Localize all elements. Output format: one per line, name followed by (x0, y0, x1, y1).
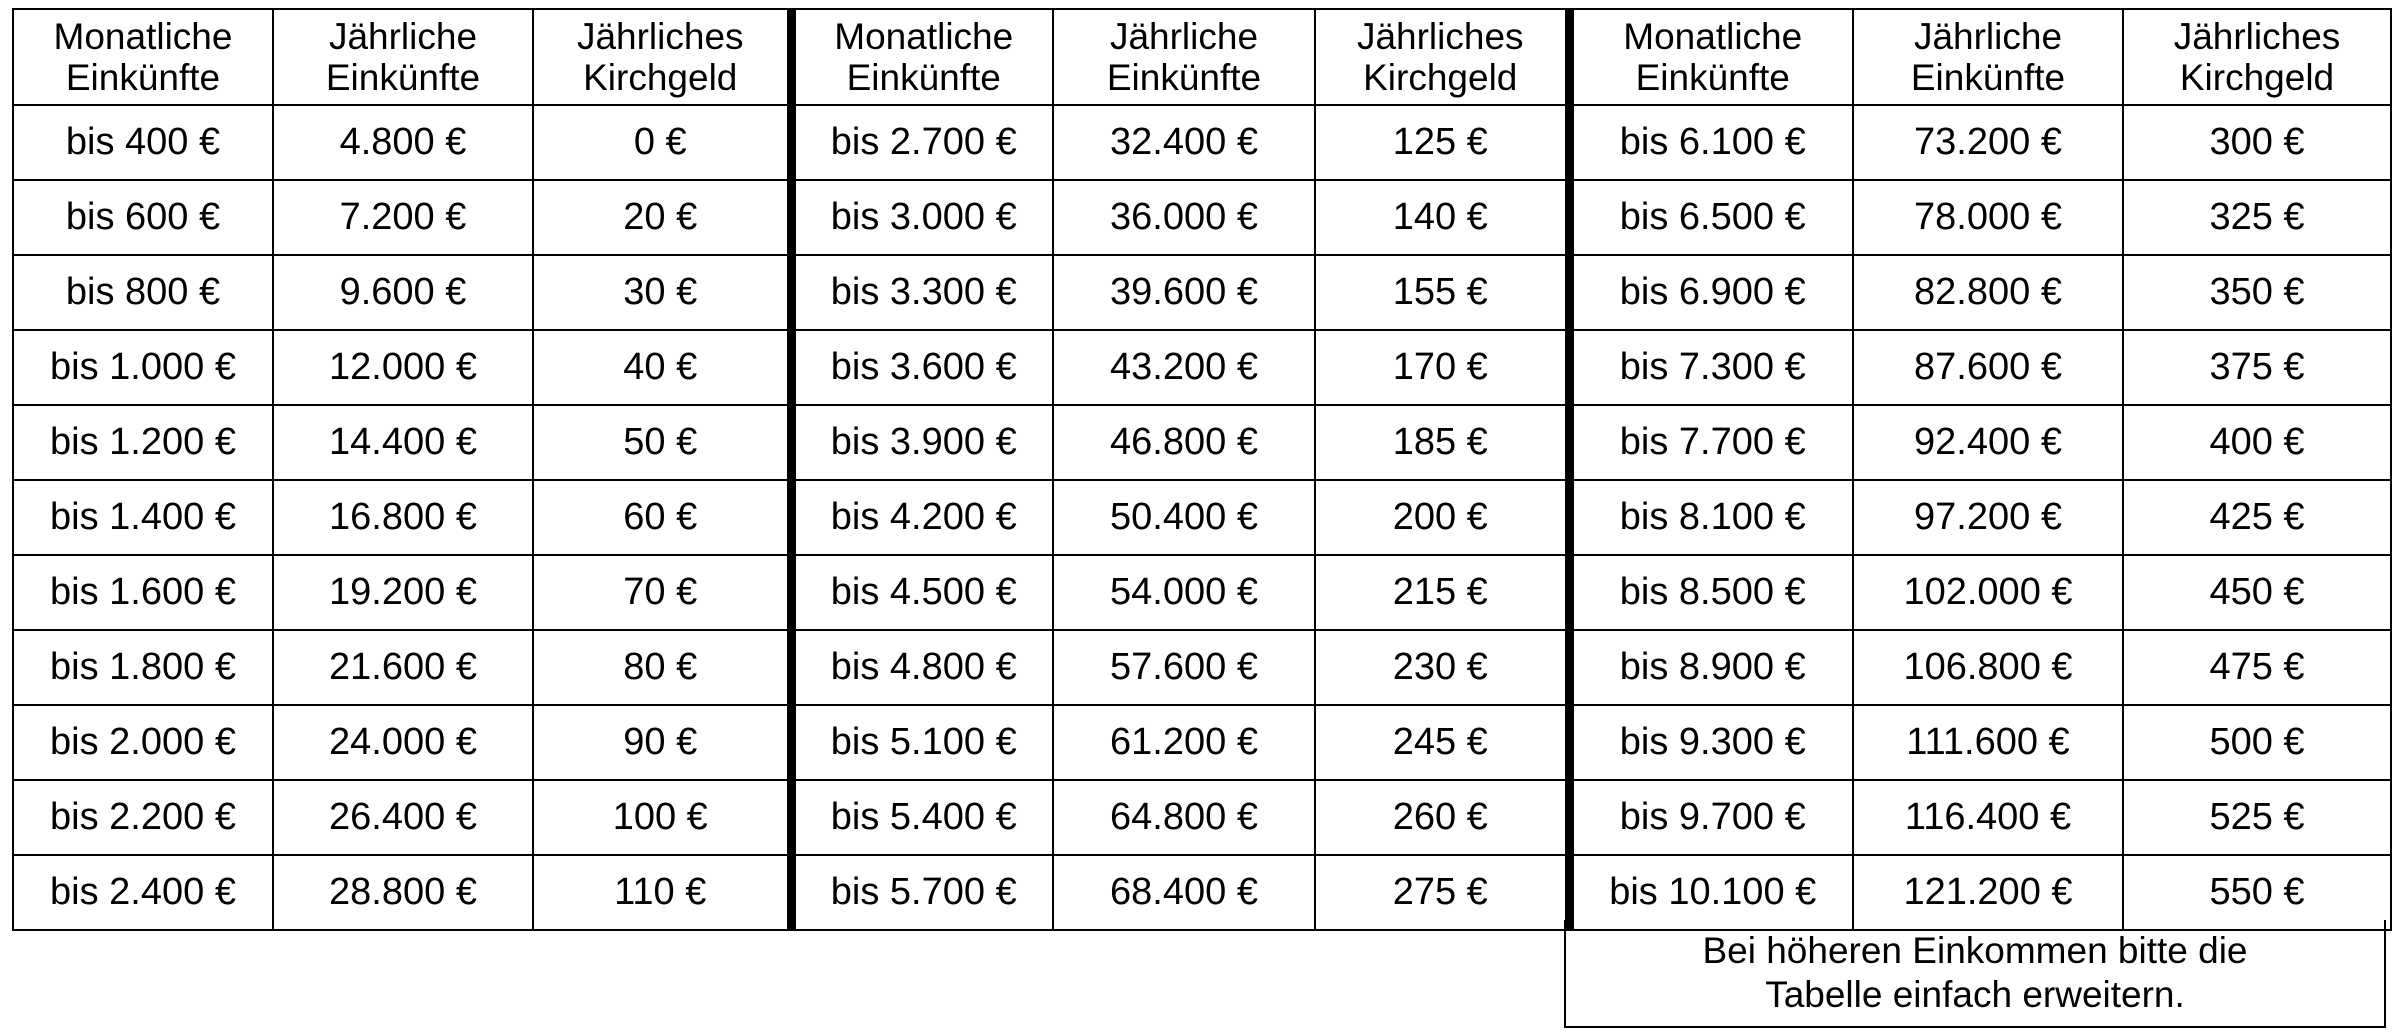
cell-annual-income: 102.000 € (1853, 555, 2123, 630)
cell-annual-kirchgeld: 500 € (2123, 705, 2391, 780)
cell-annual-kirchgeld: 0 € (533, 105, 791, 180)
header-line: Jährliches (576, 15, 744, 57)
cell-monthly-income: bis 3.300 € (791, 255, 1053, 330)
cell-annual-kirchgeld: 215 € (1315, 555, 1569, 630)
header-line: Kirchgeld (2179, 57, 2335, 98)
header-line: Jährliche (328, 15, 478, 57)
cell-monthly-income: bis 7.700 € (1569, 405, 1853, 480)
cell-annual-income: 50.400 € (1053, 480, 1315, 555)
table-row (13, 780, 2391, 855)
cell-annual-kirchgeld: 140 € (1315, 180, 1569, 255)
cell-monthly-income: bis 5.400 € (791, 780, 1053, 855)
cell-annual-income: 61.200 € (1053, 705, 1315, 780)
cell-annual-kirchgeld: 400 € (2123, 405, 2391, 480)
header-line: Einkünfte (325, 57, 481, 98)
cell-annual-kirchgeld: 350 € (2123, 255, 2391, 330)
table-row (13, 555, 2391, 630)
cell-annual-income: 28.800 € (273, 855, 533, 930)
cell-monthly-income: bis 2.000 € (13, 705, 273, 780)
table-row (13, 330, 2391, 405)
cell-monthly-income: bis 400 € (13, 105, 273, 180)
cell-annual-kirchgeld: 375 € (2123, 330, 2391, 405)
cell-annual-income: 32.400 € (1053, 105, 1315, 180)
header-line: Monatliche (53, 15, 233, 57)
cell-monthly-income: bis 2.700 € (791, 105, 1053, 180)
cell-monthly-income: bis 4.800 € (791, 630, 1053, 705)
cell-monthly-income: bis 1.800 € (13, 630, 273, 705)
header-line: Einkünfte (1910, 57, 2066, 98)
cell-monthly-income: bis 1.600 € (13, 555, 273, 630)
cell-monthly-income: bis 2.400 € (13, 855, 273, 930)
header-annual-kirchgeld-2 (1315, 9, 1569, 105)
cell-annual-income: 97.200 € (1853, 480, 2123, 555)
cell-annual-kirchgeld: 50 € (533, 405, 791, 480)
footnote-line-1: Bei höheren Einkommen bitte die (1702, 929, 2248, 971)
header-row (13, 9, 2391, 105)
cell-annual-kirchgeld: 275 € (1315, 855, 1569, 930)
header-monthly-income-3 (1569, 9, 1853, 105)
cell-annual-income: 46.800 € (1053, 405, 1315, 480)
cell-monthly-income: bis 10.100 € (1569, 855, 1853, 930)
header-line: Jährliche (1913, 15, 2063, 57)
cell-annual-income: 36.000 € (1053, 180, 1315, 255)
header-line: Einkünfte (1106, 57, 1262, 98)
cell-annual-kirchgeld: 155 € (1315, 255, 1569, 330)
cell-annual-income: 92.400 € (1853, 405, 2123, 480)
cell-monthly-income: bis 3.900 € (791, 405, 1053, 480)
cell-monthly-income: bis 1.400 € (13, 480, 273, 555)
header-line: Jährliches (1356, 15, 1524, 57)
cell-annual-income: 57.600 € (1053, 630, 1315, 705)
cell-annual-income: 68.400 € (1053, 855, 1315, 930)
cell-annual-income: 14.400 € (273, 405, 533, 480)
header-annual-kirchgeld-1 (533, 9, 791, 105)
header-annual-kirchgeld-3 (2123, 9, 2391, 105)
cell-annual-kirchgeld: 80 € (533, 630, 791, 705)
footnote-box (1564, 920, 2386, 1028)
cell-monthly-income: bis 3.000 € (791, 180, 1053, 255)
table-row (13, 480, 2391, 555)
cell-annual-kirchgeld: 245 € (1315, 705, 1569, 780)
cell-annual-kirchgeld: 20 € (533, 180, 791, 255)
cell-annual-kirchgeld: 90 € (533, 705, 791, 780)
cell-annual-kirchgeld: 60 € (533, 480, 791, 555)
cell-annual-kirchgeld: 475 € (2123, 630, 2391, 705)
cell-monthly-income: bis 9.700 € (1569, 780, 1853, 855)
cell-annual-kirchgeld: 300 € (2123, 105, 2391, 180)
cell-annual-income: 16.800 € (273, 480, 533, 555)
cell-annual-income: 19.200 € (273, 555, 533, 630)
table-row (13, 630, 2391, 705)
cell-annual-kirchgeld: 40 € (533, 330, 791, 405)
cell-annual-income: 26.400 € (273, 780, 533, 855)
cell-annual-kirchgeld: 170 € (1315, 330, 1569, 405)
header-monthly-income-2 (791, 9, 1053, 105)
cell-monthly-income: bis 8.100 € (1569, 480, 1853, 555)
footnote-line-2: Tabelle einfach erweitern. (1765, 974, 2185, 1015)
header-annual-income-2 (1053, 9, 1315, 105)
cell-monthly-income: bis 2.200 € (13, 780, 273, 855)
table-row (13, 180, 2391, 255)
cell-annual-kirchgeld: 325 € (2123, 180, 2391, 255)
header-line: Kirchgeld (1363, 57, 1518, 98)
cell-annual-income: 121.200 € (1853, 855, 2123, 930)
header-annual-income-3 (1853, 9, 2123, 105)
cell-monthly-income: bis 3.600 € (791, 330, 1053, 405)
cell-monthly-income: bis 1.000 € (13, 330, 273, 405)
cell-annual-income: 21.600 € (273, 630, 533, 705)
cell-annual-kirchgeld: 110 € (533, 855, 791, 930)
cell-annual-income: 78.000 € (1853, 180, 2123, 255)
cell-monthly-income: bis 7.300 € (1569, 330, 1853, 405)
header-line: Monatliche (834, 15, 1014, 57)
cell-monthly-income: bis 800 € (13, 255, 273, 330)
cell-monthly-income: bis 8.500 € (1569, 555, 1853, 630)
cell-monthly-income: bis 5.700 € (791, 855, 1053, 930)
header-line: Kirchgeld (583, 57, 738, 98)
cell-annual-income: 116.400 € (1853, 780, 2123, 855)
cell-monthly-income: bis 9.300 € (1569, 705, 1853, 780)
cell-annual-income: 111.600 € (1853, 705, 2123, 780)
cell-annual-kirchgeld: 70 € (533, 555, 791, 630)
cell-annual-income: 24.000 € (273, 705, 533, 780)
cell-monthly-income: bis 4.200 € (791, 480, 1053, 555)
cell-annual-kirchgeld: 30 € (533, 255, 791, 330)
header-line: Jährliche (1109, 15, 1259, 57)
table-row (13, 705, 2391, 780)
cell-annual-income: 39.600 € (1053, 255, 1315, 330)
cell-annual-income: 82.800 € (1853, 255, 2123, 330)
header-line: Jährliches (2173, 15, 2341, 57)
cell-annual-income: 9.600 € (273, 255, 533, 330)
cell-annual-income: 106.800 € (1853, 630, 2123, 705)
cell-monthly-income: bis 5.100 € (791, 705, 1053, 780)
table-row (13, 855, 2391, 930)
cell-annual-income: 12.000 € (273, 330, 533, 405)
cell-annual-income: 4.800 € (273, 105, 533, 180)
table-row (13, 105, 2391, 180)
cell-annual-kirchgeld: 100 € (533, 780, 791, 855)
cell-annual-kirchgeld: 425 € (2123, 480, 2391, 555)
cell-monthly-income: bis 6.500 € (1569, 180, 1853, 255)
table-row (13, 405, 2391, 480)
cell-monthly-income: bis 6.900 € (1569, 255, 1853, 330)
cell-annual-income: 73.200 € (1853, 105, 2123, 180)
header-line: Einkünfte (846, 57, 1001, 98)
header-line: Einkünfte (1635, 57, 1790, 98)
cell-annual-kirchgeld: 525 € (2123, 780, 2391, 855)
cell-annual-income: 64.800 € (1053, 780, 1315, 855)
cell-monthly-income: bis 600 € (13, 180, 273, 255)
header-annual-income-1 (273, 9, 533, 105)
cell-monthly-income: bis 4.500 € (791, 555, 1053, 630)
table-body (13, 105, 2391, 930)
header-monthly-income-1 (13, 9, 273, 105)
cell-monthly-income: bis 8.900 € (1569, 630, 1853, 705)
cell-annual-income: 87.600 € (1853, 330, 2123, 405)
cell-annual-income: 43.200 € (1053, 330, 1315, 405)
kirchgeld-table (12, 8, 2392, 931)
cell-annual-kirchgeld: 550 € (2123, 855, 2391, 930)
cell-annual-kirchgeld: 450 € (2123, 555, 2391, 630)
cell-annual-kirchgeld: 200 € (1315, 480, 1569, 555)
header-line: Einkünfte (65, 57, 221, 98)
header-line: Monatliche (1623, 15, 1803, 57)
cell-annual-kirchgeld: 260 € (1315, 780, 1569, 855)
cell-monthly-income: bis 6.100 € (1569, 105, 1853, 180)
table-row (13, 255, 2391, 330)
cell-annual-income: 7.200 € (273, 180, 533, 255)
cell-annual-income: 54.000 € (1053, 555, 1315, 630)
cell-annual-kirchgeld: 125 € (1315, 105, 1569, 180)
cell-annual-kirchgeld: 230 € (1315, 630, 1569, 705)
kirchgeld-table-wrapper (12, 8, 2392, 931)
cell-monthly-income: bis 1.200 € (13, 405, 273, 480)
cell-annual-kirchgeld: 185 € (1315, 405, 1569, 480)
